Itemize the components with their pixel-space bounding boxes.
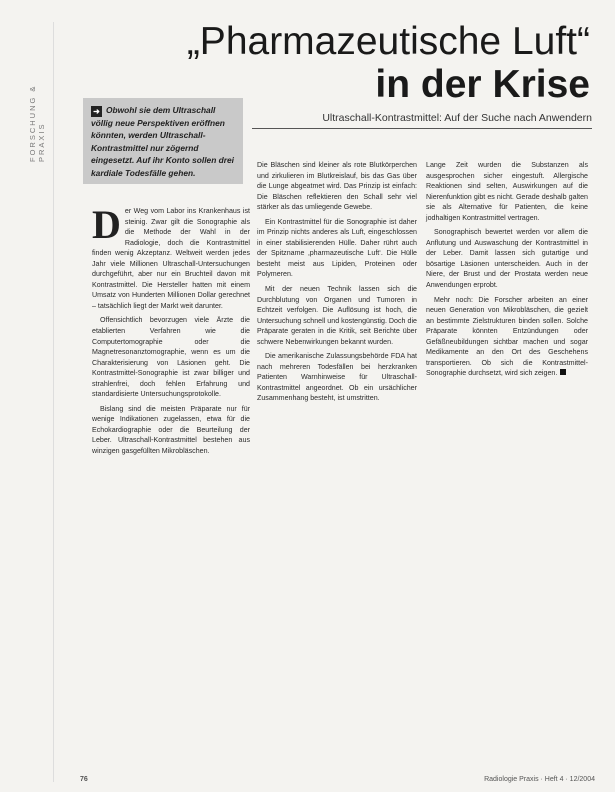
title-line-1: „Pharmazeutische Luft“ [186, 20, 590, 63]
left-margin-rule [53, 22, 54, 782]
paragraph: Ein Kontrastmittel für die Sonographie ist daher im Prinzip nichts anderes als Luft, eingeschlossen in einer stabilisierenden Hülle. Daher rührt auch der Spitzname ‚pharmazeutische Luft‘. Die Hülle besteht meist aus Lipiden, Proteinen oder Polymeren. [257, 217, 417, 279]
page-number: 76 [80, 776, 88, 783]
drop-cap: D [92, 202, 121, 247]
teaser-box [83, 98, 243, 184]
title-line-2: in der Krise [375, 63, 590, 106]
paragraph: Offensichtlich bevorzugen viele Ärzte die etablierten Verfahren wie die Computertomographie oder die Magnetresonanztomographie, wenn es um die Charakterisierung von Läsionen geht. Die Kontrastmittel-Sonographie ist zwar billiger und strahlenfrei, doch fehlen Erfahrung und standardisierte Untersuchungsprotokolle. [92, 316, 250, 399]
article-title [100, 20, 590, 106]
text-column-3 [426, 160, 588, 383]
paragraph: Mit der neuen Technik lassen sich die Durchblutung von Organen und Tumoren in Echtzeit verfolgen. Die Auflösung ist hoch, die Untersuchung schnell und kostengünstig. Doch die Präparate geraten in die Kritik, seit Berichte über schwere Nebenwirkungen bekannt wurden. [257, 285, 417, 346]
paragraph: Mehr noch: Die Forscher arbeiten an einer neuen Generation von Mikrobläschen, die gezielt an bestimmte Zielstrukturen binden sollen. Solche Präparate könnten Entzündungen oder Gefäßneubildungen sichtbar machen und sogar Medikamente an den Ort des Geschehens transportieren. Ob sich die Kontrastmittel-Sonographie durchsetzt, wird sich zeigen. [426, 295, 588, 378]
end-mark-icon [560, 369, 566, 375]
article-subtitle: Ultraschall-Kontrastmittel: Auf der Suche nach Anwendern [252, 112, 592, 129]
page-footer [80, 776, 595, 788]
paragraph: Der Weg vom Labor ins Krankenhaus ist steinig. Zwar gilt die Sonographie als die Methode der Wahl in der Radiologie, doch die Kontrastmittel finden wenig Akzeptanz. Weltweit werden jedes Jahr viele Millionen Ultraschall-Untersuchungen durchgeführt, aber nur ein Bruchteil davon mit Kontrastmittel. Die Hersteller hatten mit einem Umsatz von Hunderten Millionen Dollar gerechnet – tatsächlich liegt der Markt weit darunter. [92, 202, 250, 310]
text-column-1 [92, 202, 250, 461]
text-column-2 [257, 160, 417, 408]
section-label: FORSCHUNG & PRAXIS [28, 84, 46, 162]
paragraph: Lange Zeit wurden die Substanzen als ausgesprochen sicher eingestuft. Allergische Reaktionen sind selten, Auswirkungen auf die Nierenfunktion gibt es nicht. Gerade deshalb galten sie als Alternative für Patienten, die keine jodhaltigen Kontrastmittel vertragen. [426, 161, 588, 222]
paragraph: Sonographisch bewertet werden vor allem die Anflutung und Auswaschung der Kontrastmittel in der Leber. Damit lassen sich gutartige und bösartige Läsionen unterscheiden. Auch in der Niere, der Brust und der Prostata werden neue Anwendungen erprobt. [426, 228, 588, 290]
paragraph: Bislang sind die meisten Präparate nur für wenige Indikationen zugelassen, etwa für die Echokardiographie oder die Beurteilung der Leber. Ultraschall-Kontrastmittel bestehen aus winzigen gasgefüllten Mikrobläschen. [92, 404, 250, 456]
arrow-right-icon: ➜ [91, 106, 102, 117]
paragraph: Die amerikanische Zulassungsbehörde FDA hat nach mehreren Todesfällen bei herzkranken Patienten Warnhinweise für Ultraschall-Kontrastmittel angeordnet. Ob ein ursächlicher Zusammenhang besteht, ist umstritten. [257, 352, 417, 403]
paragraph: Die Bläschen sind kleiner als rote Blutkörperchen und zirkulieren im Blutkreislauf, bis das Gas über die Lunge abgeatmet wird. Das Prinzip ist einfach: Die Bläschen reflektieren den Schall sehr viel stärker als das umliegende Gewebe. [257, 161, 417, 212]
publication-info: Radiologie Praxis · Heft 4 · 12/2004 [484, 776, 595, 783]
teaser-text: Obwohl sie dem Ultraschall völlig neue Perspektiven eröffnen könnten, werden Ultraschall-Kontrastmittel nur zögernd eingesetzt. Auf ihr Konto sollen drei kardiale Todesfälle gehen. [91, 105, 235, 178]
